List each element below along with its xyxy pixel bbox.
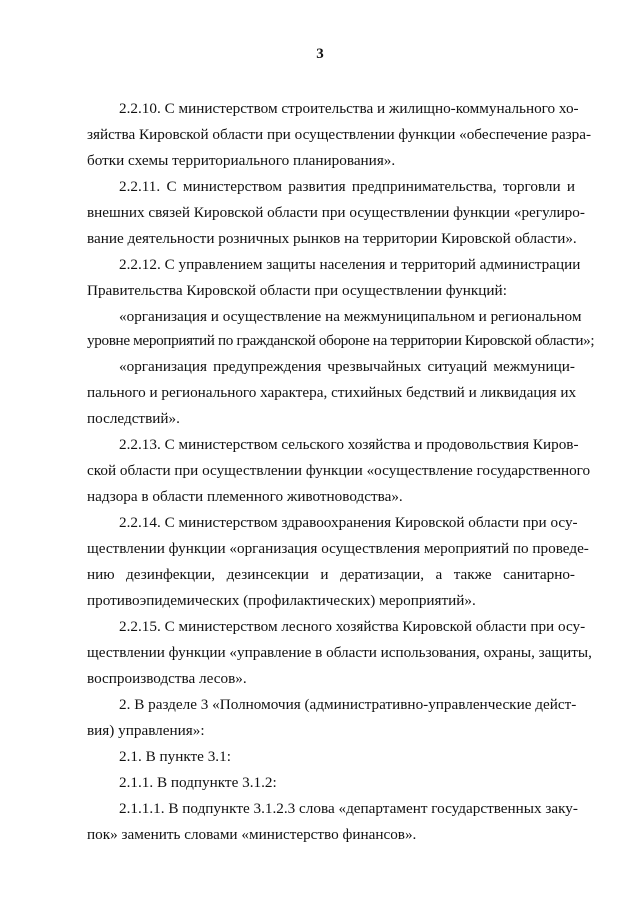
text-line: Правительства Кировской области при осуществлении функций: bbox=[87, 282, 507, 299]
text-line: нию дезинфекции, дезинсекции и дератизации, а также санитарно- bbox=[87, 566, 575, 583]
text-line: 2.1. В пункте 3.1: bbox=[119, 748, 231, 765]
text-line: 2.2.13. С министерством сельского хозяйства и продовольствия Киров- bbox=[119, 436, 579, 453]
text-line: 2. В разделе 3 «Полномочия (административно-управленческие дейст- bbox=[119, 696, 577, 713]
text-line: 2.1.1.1. В подпункте 3.1.2.3 слова «департамент государственных заку- bbox=[119, 800, 578, 817]
text-line: «организация и осуществление на межмуниципальном и региональном bbox=[119, 308, 582, 325]
text-line: 2.2.15. С министерством лесного хозяйства Кировской области при осу- bbox=[119, 618, 586, 635]
text-line: «организация предупреждения чрезвычайных ситуаций межмуници- bbox=[119, 358, 575, 375]
text-line: пок» заменить словами «министерство финансов». bbox=[87, 826, 417, 843]
text-line: уровне мероприятий по гражданской обороне на территории Кировской области»; bbox=[87, 332, 595, 349]
page-number: 3 bbox=[316, 46, 324, 62]
text-line: ботки схемы территориального планирования». bbox=[87, 152, 396, 169]
text-line: 2.2.14. С министерством здравоохранения Кировской области при осу- bbox=[119, 514, 578, 531]
text-line: пального и регионального характера, стихийных бедствий и ликвидация их bbox=[87, 384, 577, 401]
text-line: внешних связей Кировской области при осуществлении функции «регулиро- bbox=[87, 204, 585, 221]
text-line: ществлении функции «управление в области использования, охраны, защиты, bbox=[87, 644, 592, 661]
text-line: противоэпидемических (профилактических) мероприятий». bbox=[87, 592, 476, 609]
text-line: 2.2.12. С управлением защиты населения и территорий администрации bbox=[119, 256, 581, 273]
text-line: 2.2.11. С министерством развития предпринимательства, торговли и bbox=[119, 178, 575, 195]
text-line: 2.2.10. С министерством строительства и жилищно-коммунального хо- bbox=[119, 100, 579, 117]
text-line: зяйства Кировской области при осуществлении функции «обеспечение разра- bbox=[87, 126, 592, 143]
text-line: вание деятельности розничных рынков на территории Кировской области». bbox=[87, 230, 577, 247]
text-line: воспроизводства лесов». bbox=[87, 670, 247, 687]
text-line: ществлении функции «организация осуществления мероприятий по проведе- bbox=[87, 540, 589, 557]
text-line: надзора в области племенного животноводства». bbox=[87, 488, 403, 505]
text-line: вия) управления»: bbox=[87, 722, 205, 739]
text-line: 2.1.1. В подпункте 3.1.2: bbox=[119, 774, 277, 791]
text-line: ской области при осуществлении функции «осуществление государственного bbox=[87, 462, 591, 479]
text-line: последствий». bbox=[87, 410, 180, 427]
